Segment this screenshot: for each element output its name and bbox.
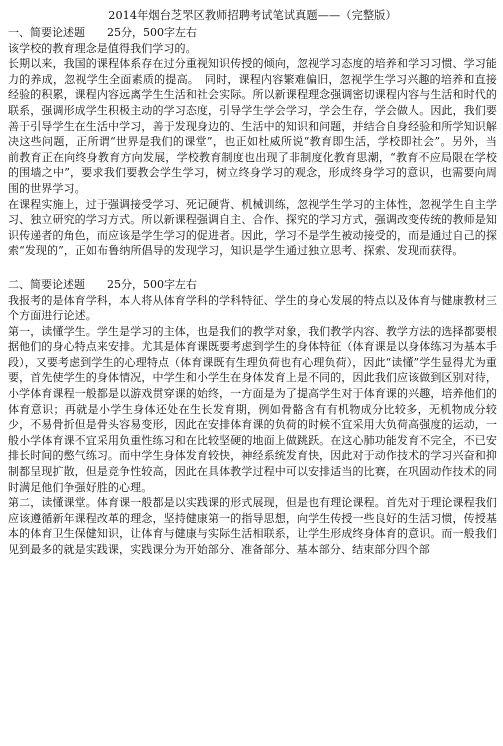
- section-spacer: [8, 259, 497, 277]
- section-1-question: 一、简要论述题 25分，500字左右: [8, 26, 197, 39]
- section-2-paragraph-1: 我报考的是体育学科，本人将从体育学科的学科特征、学生的身心发展的特点以及体育与健康教材三个方面进行论述。: [8, 293, 497, 323]
- section-1-paragraph-2: 长期以来，我国的课程体系存在过分重视知识传授的倾向，忽视学习态度的培养和学习习惯、学习能力的养成，忽视学生全面素质的提高。 同时，课程内容繁难偏旧，忽视学生学习兴趣的培养和直接经验的积累，课程内容远离学生生活和社会实际。所以新课程理念强调密切课程内容与生活和时代的联系，强调形成学生积极主动的学习态度，引导学生学会学习，学会生存，学会做人。因此，我们要善于引导学生在生活中学习，善于发现身边的、生活中的知识和问题，并结合自身经验和所学知识解决这些问题，正所谓“世界是我们的课堂”，也正如杜威所说“教育即生活，学校即社会”。另外，当前教育正在向终身教育方向发展，学校教育制度也出现了非制度化教育思潮，“教育不应局限在学校的围墙之中”，要求我们要教会学生学习，树立终身学习的观念，形成终身学习的意识，也需要向周围的世界学习。: [8, 57, 497, 195]
- section-2-paragraph-3: 第二，读懂课堂。体育课一般都是以实践课的形式展现，但是也有理论课程。首先对于理论课程我们应该遵循新年课程改革的理念，坚持健康第一的指导思想，向学生传授一些良好的生活习惯，传授基本的体育卫生保健知识，让体育与健康与实际生活相联系，让学生形成终身体育的意识。而一般我们见到最多的就是实践课，实践课分为开始部分、准备部分、基本部分、结束部分四个部: [8, 496, 497, 556]
- section-2-paragraph-2: 第一，读懂学生。学生是学习的主体，也是我们的教学对象，我们教学内容、教学方法的选择都要根据他们的身心特点来安排。尤其是体育课既要考虑到学生的身体特征（体育课是以身体练习为基本手段），又要考虑到学生的心理特点（体育课既有生理负荷也有心理负荷），因此“读懂”学生显得尤为重要，首先使学生的身体情况，中学生和小学生在身体发育上是不同的，因此我们应该做到区别对待，小学体育课程一般都是以游戏贯穿课的始终，一方面是为了提高学生对于体育课的兴趣，培养他们的体育意识；再就是小学生身体还处在生长发育期，例如骨骼含有有机物成分比较多，无机物成分较少，不易骨折但是骨头容易变形，因此在安排体育课的负荷的时候不宜采用大负荷高强度的运动，一般小学体育课不宜采用负重性练习和在比较坚硬的地面上做跳跃。在这心肺功能发育不完全，不已安排长时间的憋气练习。而中学生身体发育较快，神经系统发育快，因此对于动作技术的学习兴奋和抑制都呈现扩散，但是竞争性较高，因此在具体教学过程中可以安排适当的比赛，在巩固动作技术的同时满足他们争强好胜的心理。: [8, 324, 497, 494]
- section-2-question: 二、简要论述题 25分，500字左右: [8, 277, 197, 291]
- document-title: 2014年烟台芝罘区教师招聘考试笔试真题——（完整版）: [108, 9, 397, 22]
- section-1-paragraph-3: 在课程实施上，过于强调接受学习、死记硬背、机械训练，忽视学生学习的主体性，忽视学生自主学习、独立研究的学习方式。所以新课程强调自主、合作、探究的学习方式，强调改变传统的教师是知识传递者的角色，而应该是学生学习的促进者。因此，学习不是学生被动接受的，而是通过自己的探索“发现的”，正如布鲁纳所倡导的发现学习，知识是学生通过独立思考、探索、发现而获得。: [8, 197, 497, 258]
- section-1-paragraph-1: 该学校的教育理念是值得我们学习的。: [8, 41, 197, 55]
